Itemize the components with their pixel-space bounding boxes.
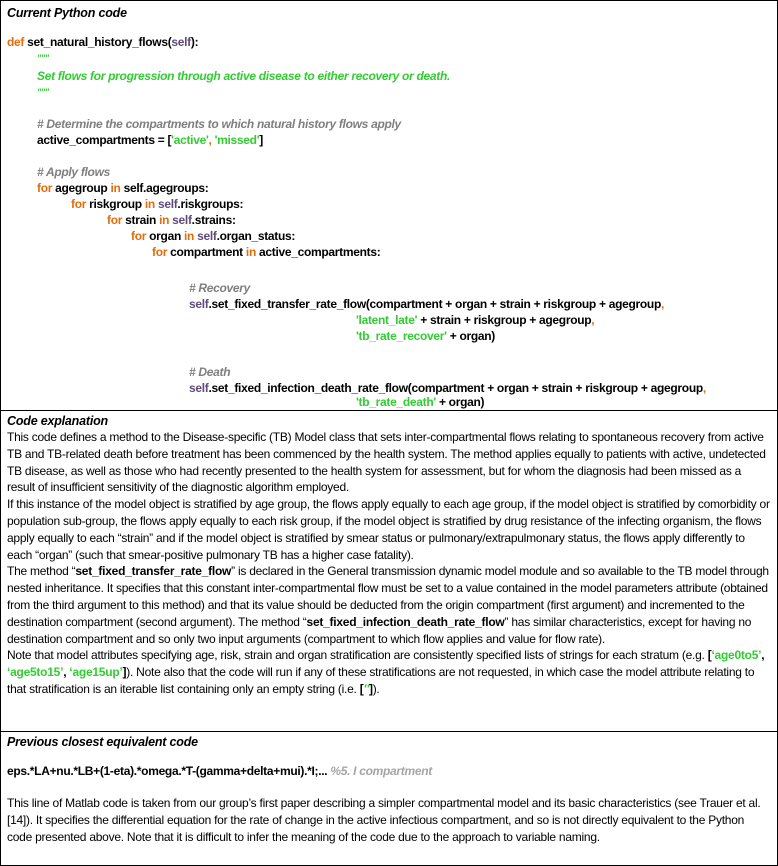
code-token: active_compartments: [255, 245, 381, 259]
text-run: ] [122, 665, 127, 680]
keyword: in [245, 245, 256, 259]
self-token: self [189, 381, 209, 395]
code-token: .strains: [191, 213, 236, 227]
code-token: .organ_status: [216, 229, 296, 243]
text-run: ” has similar characteristics, except for having no destination compartment and so only two input arguments (compartment to which flow applies and value for flow rate). [7, 614, 752, 646]
explanation-paragraph [7, 647, 771, 697]
string-token: ″ [363, 681, 369, 696]
code-token: + organ) [446, 329, 495, 343]
code-line-death-call [189, 381, 706, 396]
keyword: def [7, 35, 25, 49]
text-run: ” is declared in the General transmission dynamic model module and so available to the TB model through nested inheritance. It specifies that this constant inter-compartmental flow must be set to a value contained in the model parameters attribute (obtained from the third argument to this method) and that its value should be deducted from the origin compartment (first argument) and incremented to the destination compartment (second argument). The method “ [7, 564, 769, 629]
code-comment: # Death [189, 365, 231, 379]
code-line-recovery-arg3 [356, 329, 495, 344]
section-title: Current Python code [7, 6, 127, 20]
string-token: 'active' [171, 133, 209, 147]
code-token: , [208, 133, 212, 147]
text-run: ] [368, 681, 373, 696]
keyword: for [71, 197, 87, 211]
code-token: ): [190, 35, 199, 49]
code-token: + strain + riskgroup + agegroup [417, 313, 592, 327]
text-run: Note that model attributes specifying age, risk, strain and organ stratification are consistently specified lists of strings for each stratum (e.g. [7, 648, 708, 663]
text-run: ). Note also that the code will run if any of these stratifications are not requested, in which case the model attribute relating to that stratification is an iterable list containing only an empty string (i.e. [7, 665, 755, 696]
code-line-for-strain [107, 213, 236, 228]
text-run: [ [707, 648, 712, 663]
keyword: for [37, 181, 53, 195]
code-line-for-compartment [152, 245, 380, 260]
code-token: , [661, 297, 665, 311]
code-comment: # Apply flows [37, 165, 110, 179]
string-token: ‘age5to15’ [7, 665, 64, 680]
code-token: eps.*LA+nu.*LB+(1-eta).*omega.*T-(gamma+delta+mui).*I;... [7, 764, 331, 778]
code-token: self.agegroups: [120, 181, 209, 195]
current-python-code-section [1, 1, 777, 410]
self-token: self [171, 35, 191, 49]
code-comment: # Determine the compartments to which natural history flows apply [37, 117, 401, 131]
docstring-close: """ [37, 87, 49, 97]
docstring-open: """ [37, 53, 49, 63]
code-token: strain [122, 213, 160, 227]
code-token: , [591, 313, 595, 327]
code-token: , [702, 381, 706, 395]
text-run: [ [359, 681, 364, 696]
self-token: self [194, 229, 217, 243]
code-line-for-agegroup [37, 181, 208, 196]
text-run: ). [372, 681, 380, 696]
matlab-code-line [7, 764, 771, 779]
method-name: set_fixed_transfer_rate_flow [75, 564, 232, 579]
text-run: , [63, 665, 70, 680]
section-title: Code explanation [7, 414, 108, 428]
string-token: ‘age0to5’ [711, 648, 762, 663]
code-token: ] [259, 133, 263, 147]
keyword: for [107, 213, 123, 227]
explanation-paragraph [7, 563, 771, 647]
section-title: Previous closest equivalent code [7, 735, 198, 749]
string-token: 'tb_rate_death' [356, 395, 436, 409]
keyword: in [184, 229, 195, 243]
self-token: self [189, 297, 209, 311]
self-token: self [154, 197, 178, 211]
code-comment: # Recovery [189, 281, 251, 295]
keyword: for [152, 245, 168, 259]
text-run: The method “ [7, 564, 76, 579]
keyword: in [110, 181, 121, 195]
code-token: organ [146, 229, 185, 243]
code-line-for-riskgroup [71, 197, 243, 212]
code-line-for-organ [131, 229, 295, 244]
code-token: + organ) [435, 395, 485, 409]
code-line-def [7, 35, 198, 50]
code-line-recovery-arg2 [356, 313, 594, 328]
keyword: in [159, 213, 170, 227]
code-comment: %5. I compartment [330, 764, 432, 778]
code-token: .set_fixed_infection_death_rate_flow(compartment + organ + strain + riskgroup + agegroup [208, 381, 703, 395]
keyword: in [144, 197, 155, 211]
explanation-paragraph: This code defines a method to the Disease-specific (TB) Model class that sets inter-compartmental flows relating to spontaneous recovery from active TB and TB-related death before treatment has been commenced by the health system. The method applies equally to patients with active, undetected TB disease, as well as those who had recently presented to the health system for assessment, but for whom the diagnosis had been missed as a result of insufficient sensitivity of the diagnostic algorithm employed. [7, 430, 766, 495]
code-token: compartment [167, 245, 246, 259]
code-token: .riskgroups: [177, 197, 244, 211]
python-code-block [7, 21, 771, 409]
function-name: set_natural_history_flows( [24, 35, 172, 49]
code-line-death-arg2 [356, 395, 484, 410]
explanation-paragraph: If this instance of the model object is stratified by age group, the flows apply equally to each age group, if the model object is stratified by comorbidity or population sub-group, the flows apply equally to each risk group, if the model object is stratified by drug resistance of the infecting organism, the flows apply equally to each “strain” and if the model object is stratified by smear status or pulmonary/extrapulmonary status, the flows apply differently to each “organ” (such that smear-positive pulmonary TB has a higher case fatality). [7, 497, 770, 562]
string-token: ‘age15up’ [69, 665, 123, 680]
code-token: active_compartments = [ [37, 133, 172, 147]
text-run: , [761, 648, 765, 663]
string-token: 'latent_late' [356, 313, 418, 327]
code-token: agegroup [52, 181, 111, 195]
code-explanation-section [1, 410, 777, 731]
docstring-text: Set flows for progression through active disease to either recovery or death. [37, 69, 451, 83]
self-token: self [169, 213, 192, 227]
keyword: for [131, 229, 147, 243]
previous-code-paragraph: This line of Matlab code is taken from our group’s first paper describing a simpler compartmental model and its basic characteristics (see Trauer et al.[14]). It specifies the differential equation for the rate of change in the active infectious compartment, and so is not directly equivalent to the Python code presented above. Note that it is difficult to infer the meaning of the code due to the approach to variable naming. [7, 796, 761, 844]
string-token: 'missed' [211, 133, 260, 147]
previous-code-section [1, 731, 777, 865]
method-name: set_fixed_infection_death_rate_flow [306, 614, 505, 629]
code-line-assign [37, 133, 263, 148]
code-line-recovery-call [189, 297, 664, 312]
string-token: 'tb_rate_recover' [356, 329, 447, 343]
code-token: riskgroup [86, 197, 145, 211]
code-token: .set_fixed_transfer_rate_flow(compartment + organ + strain + riskgroup + agegroup [208, 297, 661, 311]
